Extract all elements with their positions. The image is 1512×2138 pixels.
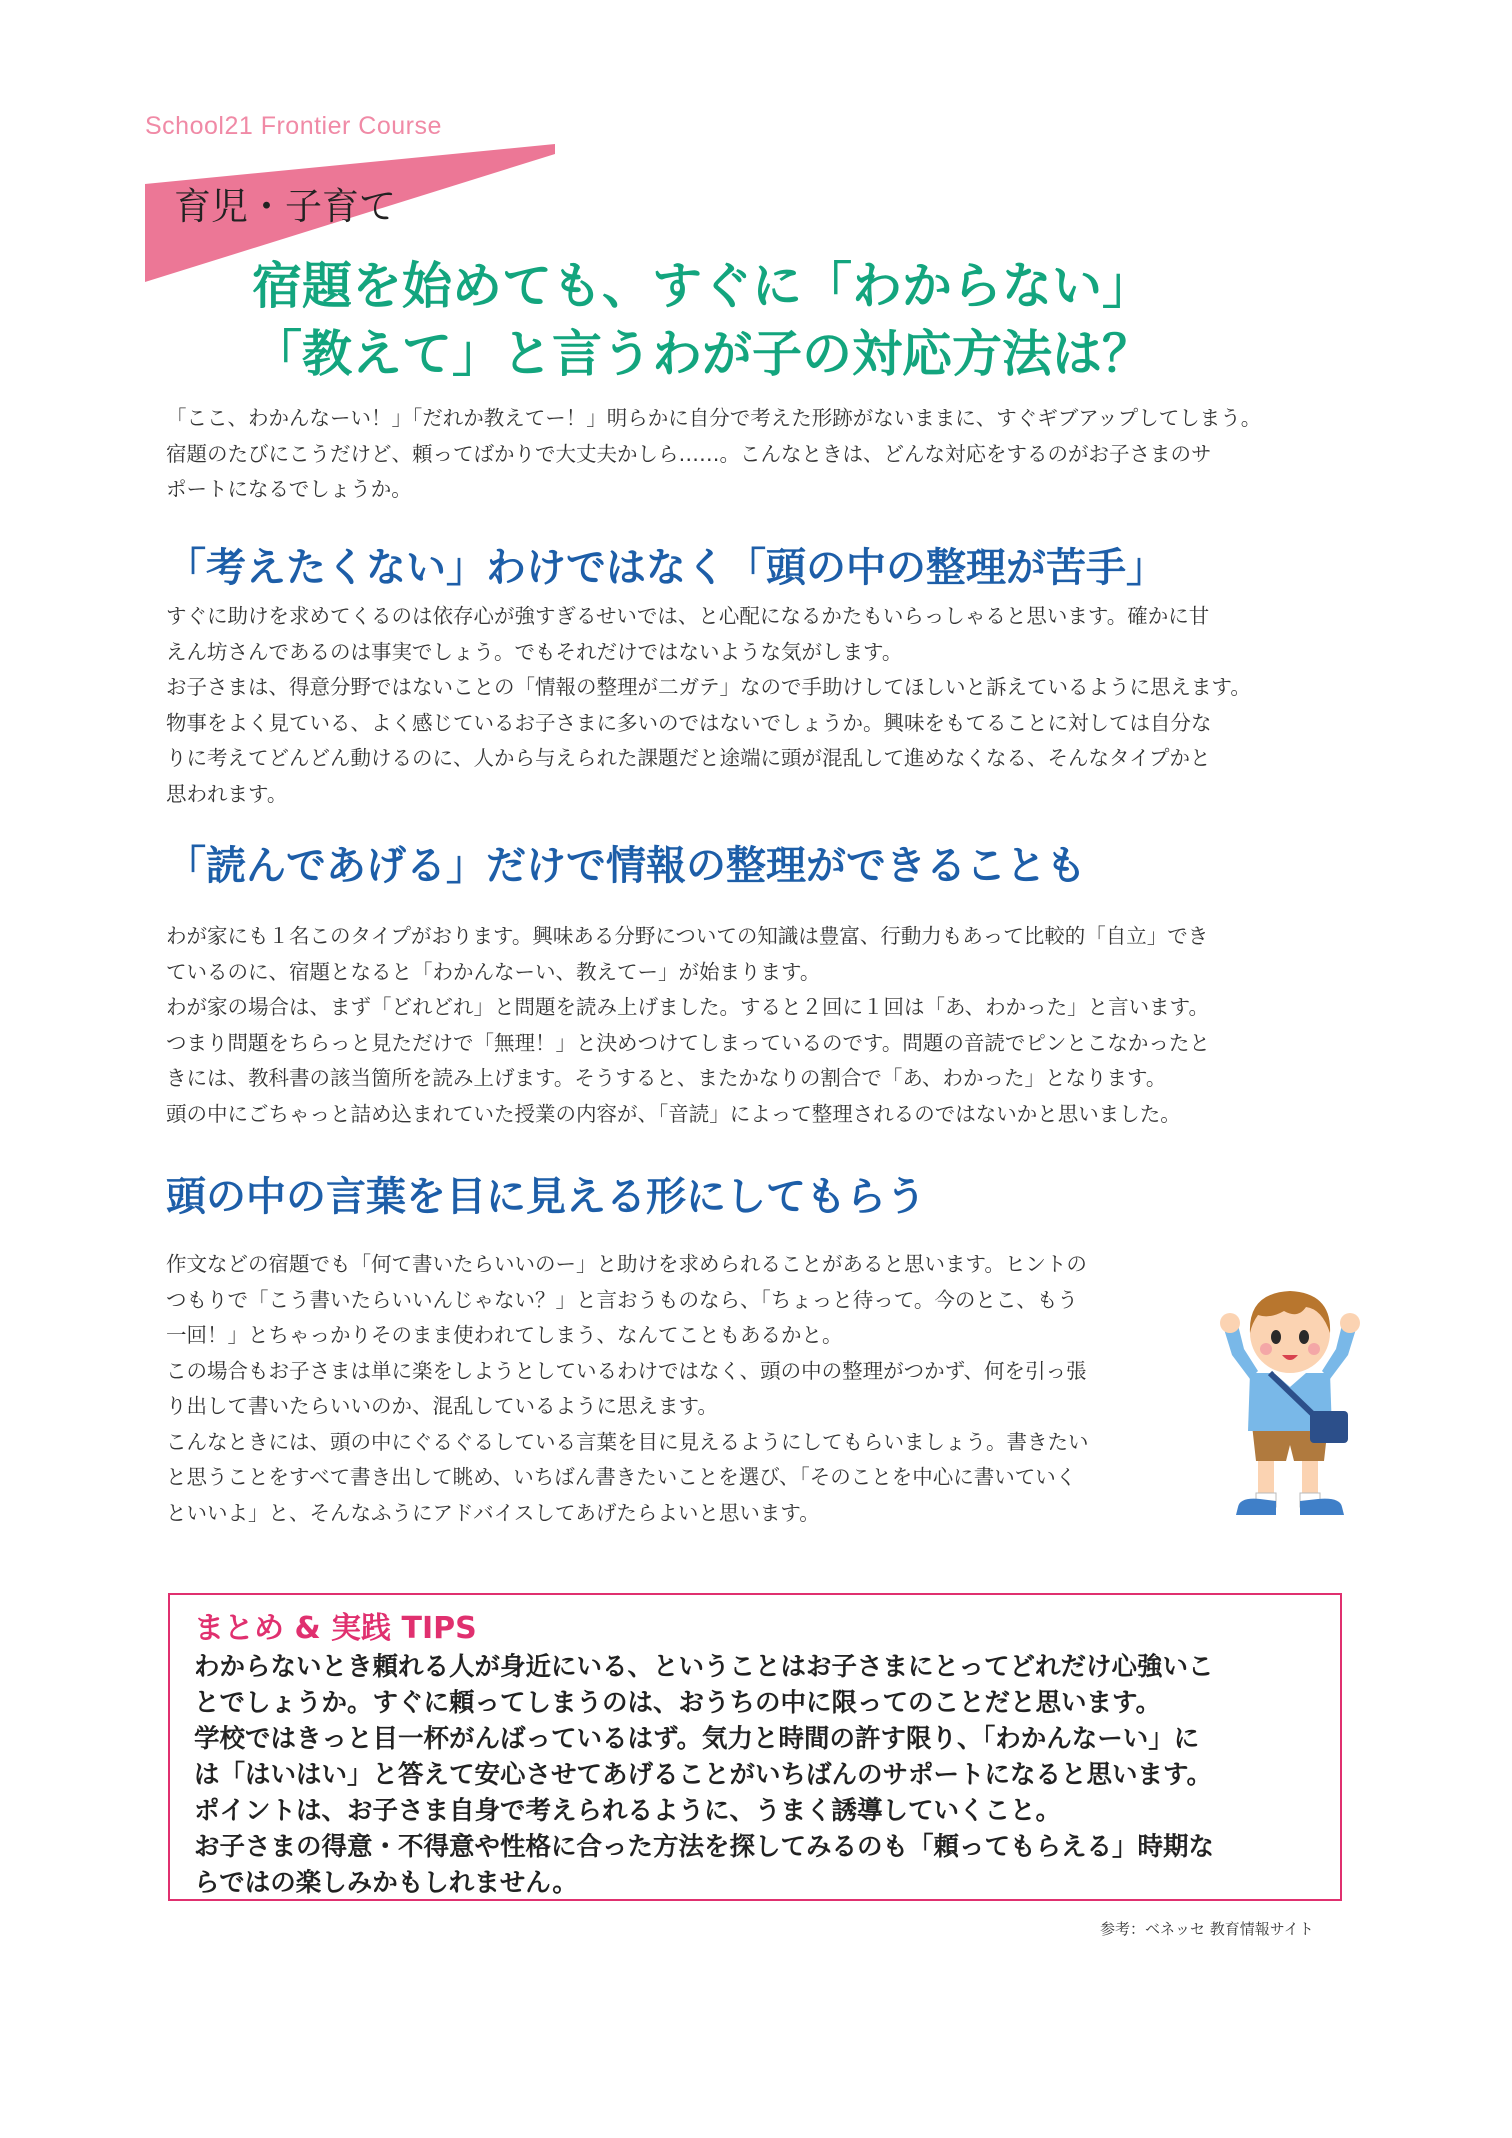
tips-box — [168, 1593, 1342, 1901]
body-line: ているのに、宿題となると「わかんなーい、教えてー」が始まります。 — [166, 959, 821, 984]
tips-line: は「はいはい」と答えて安心させてあげることがいちばんのサポートになると思います。 — [194, 1760, 1212, 1790]
tips-title: まとめ & 実践 TIPS — [194, 1611, 477, 1646]
body-line: 頭の中にごちゃっと詰め込まれていた授業の内容が、「音読」によって整理されるのではないかと思いました。 — [166, 1101, 1181, 1126]
body-line: 作文などの宿題でも「何て書いたらいいのー」と助けを求められることがあると思います。ヒントの — [166, 1252, 1087, 1276]
course-label: School21 Frontier Course — [145, 112, 442, 140]
tips-line: らではの楽しみかもしれません。 — [194, 1868, 578, 1898]
body-line: つまり問題をちらっと見ただけで「無理！」と決めつけてしまっているのです。問題の音読でピンとこなかったと — [166, 1030, 1210, 1055]
intro-paragraph — [166, 401, 1261, 508]
body-line: と思うことをすべて書き出して眺め、いちばん書きたいことを選び、「そのことを中心に書いていく — [166, 1465, 1077, 1489]
title-line: 宿題を始めても、すぐに「わからない」 — [252, 257, 1152, 315]
tips-line: わからないとき頼れる人が身近にいる、ということはお子さまにとってどれだけ心強いこ — [194, 1652, 1214, 1682]
reference-note: 参考：ベネッセ 教育情報サイト — [1100, 1920, 1314, 1938]
section-body-1 — [166, 599, 1251, 812]
body-line: わが家にも１名このタイプがおります。興味ある分野についての知識は豊富、行動力もあって比較的「自立」でき — [166, 924, 1209, 948]
section-heading-1: 「考えたくない」わけではなく「頭の中の整理が苦手」 — [166, 545, 1166, 591]
page-title — [252, 252, 1152, 388]
section-body-3 — [166, 1247, 1089, 1531]
category-label: 育児・子育て — [174, 185, 396, 228]
tips-body — [194, 1649, 1214, 1901]
body-line: お子さまは、得意分野ではないことの「情報の整理が二ガテ」なので手助けしてほしいと訴えているように思えます。 — [166, 675, 1251, 699]
body-line: えん坊さんであるのは事実でしょう。でもそれだけではないような気がします。 — [166, 639, 903, 664]
section-body-2 — [166, 919, 1210, 1132]
body-line: りに考えてどんどん動けるのに、人から与えられた課題だと途端に頭が混乱して進めなくなる、そんなタイプかと — [166, 746, 1211, 770]
intro-line: ポートになるでしょうか。 — [166, 477, 412, 501]
section-heading-2: 「読んであげる」だけで情報の整理ができることも — [166, 843, 1086, 889]
tips-line: ポイントは、お子さま自身で考えられるように、うまく誘導していくこと。 — [194, 1796, 1062, 1826]
body-line: り出して書いたらいいのか、混乱しているように思えます。 — [166, 1394, 718, 1418]
body-line: すぐに助けを求めてくるのは依存心が強すぎるせいでは、と心配になるかたもいらっしゃると思います。確かに甘 — [166, 604, 1210, 628]
title-line: 「教えて」と言うわが子の対応方法は？ — [252, 325, 1152, 383]
section-heading-3: 頭の中の言葉を目に見える形にしてもらう — [166, 1174, 926, 1220]
body-line: こんなときには、頭の中にぐるぐるしている言葉を目に見えるようにしてもらいましょう。書きたい — [166, 1429, 1089, 1454]
body-line: きには、教科書の該当箇所を読み上げます。そうすると、またかなりの割合で「あ、わかった」となります。 — [166, 1066, 1167, 1090]
boy-illustration-icon — [1210, 1275, 1370, 1530]
body-line: わが家の場合は、まず「どれどれ」と問題を読み上げました。すると２回に１回は「あ、わかった」と言います。 — [166, 995, 1210, 1019]
tips-line: 学校ではきっと目一杯がんばっているはず。気力と時間の許す限り、「わかんなーい」に — [194, 1724, 1200, 1754]
body-line: つもりで「こう書いたらいいんじゃない？」と言おうものなら、「ちょっと待って。今のとこ、もう — [166, 1287, 1078, 1312]
body-line: 物事をよく見ている、よく感じているお子さまに多いのではないでしょうか。興味をもてることに対しては自分な — [166, 710, 1212, 735]
tips-line: お子さまの得意・不得意や性格に合った方法を探してみるのも「頼ってもらえる」時期な — [194, 1832, 1215, 1862]
body-line: 一回！」とちゃっかりそのまま使われてしまう、なんてこともあるかと。 — [166, 1323, 843, 1347]
body-line: この場合もお子さまは単に楽をしようとしているわけではなく、頭の中の整理がつかず、何を引っ張 — [166, 1358, 1087, 1383]
intro-line: 「ここ、わかんなーい！」「だれか教えてー！」明らかに自分で考えた形跡がないままに、すぐギブアップしてしまう。 — [166, 406, 1262, 430]
tips-line: とでしょうか。すぐに頼ってしまうのは、おうちの中に限ってのことだと思います。 — [194, 1688, 1161, 1718]
intro-line: 宿題のたびにこうだけど、頼ってばかりで大丈夫かしら……。こんなときは、どんな対応をするのがお子さまのサ — [166, 441, 1212, 466]
body-line: といいよ」と、そんなふうにアドバイスしてあげたらよいと思います。 — [166, 1500, 820, 1525]
body-line: 思われます。 — [166, 781, 288, 806]
